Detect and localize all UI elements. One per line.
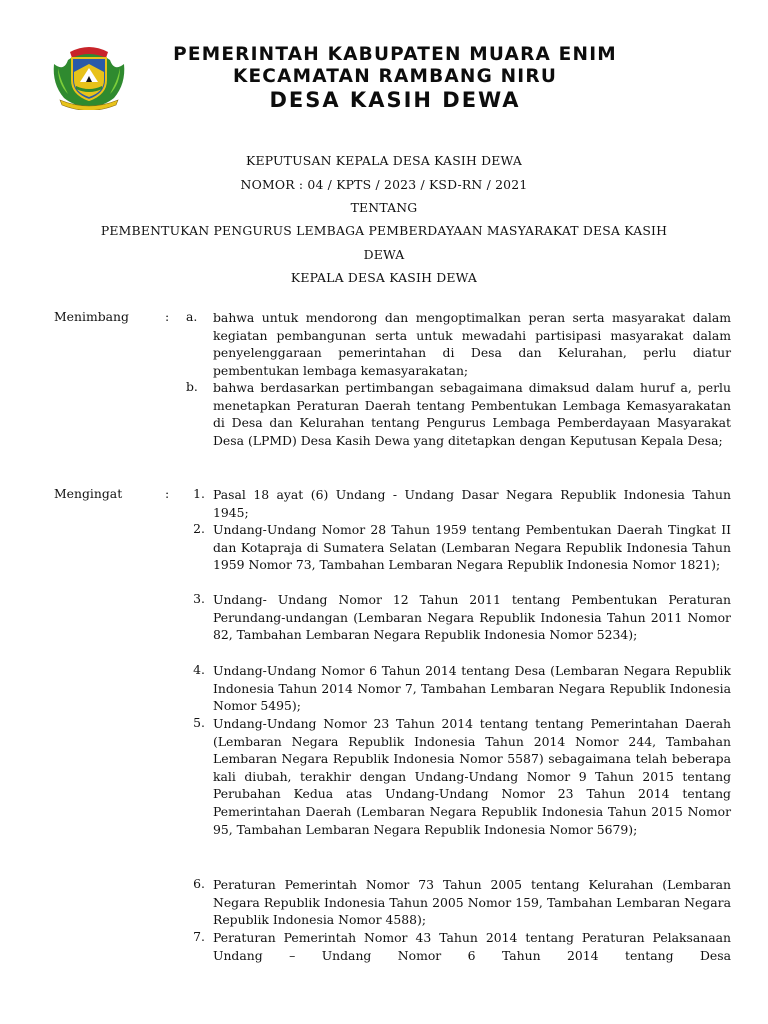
list-marker: 3.	[193, 591, 205, 606]
section-colon: :	[165, 486, 170, 501]
list-item: Undang-Undang Nomor 6 Tahun 2014 tentang Desa (Lembaran Negara Republik Indonesia Tahun 2014 Nomor 7, Tambahan Lembaran Negara Republik Indonesia Nomor 5495);	[213, 663, 731, 714]
decree-subject-line-1: PEMBENTUKAN PENGURUS LEMBAGA PEMBERDAYAAN MASYARAKAT DESA KASIH	[100, 223, 668, 238]
list-item: Undang-Undang Nomor 28 Tahun 1959 tentang Pembentukan Daerah Tingkat II dan Kotapraja di Sumatera Selatan (Lembaran Negara Republik Indonesia Tahun 1959 Nomor 73, Tambahan Lembaran Negara Republik Indonesia Nomor 1821);	[213, 522, 731, 573]
regency-emblem-logo	[50, 42, 128, 110]
letterhead	[130, 44, 660, 112]
list-item: Undang- Undang Nomor 12 Tahun 2011 tentang Pembentukan Peraturan Perundang-undangan (Lembaran Negara Republik Indonesia Tahun 2011 Nomor 82, Tambahan Lembaran Negara Republik Indonesia Nomor 5234);	[213, 592, 731, 643]
list-marker: 4.	[193, 662, 205, 677]
list-marker: 6.	[193, 876, 205, 891]
list-item: bahwa untuk mendorong dan mengoptimalkan peran serta masyarakat dalam kegiatan pembangunan serta untuk mewadahi partisipasi masyarakat dalam penyelenggaraan pemerintahan di Desa dan Kelurahan, perlu diatur pembentukan lembaga kemasyarakatan;	[213, 310, 731, 378]
list-marker: 2.	[193, 521, 205, 536]
list-item: Undang-Undang Nomor 23 Tahun 2014 tentang tentang Pemerintahan Daerah (Lembaran Negara Republik Indonesia Tahun 2014 Nomor 244, Tambahan Lembaran Negara Republik Indonesia Nomor 5587) sebagaimana telah beberapa kali diubah, terakhir dengan Undang-Undang Nomor 9 Tahun 2015 tentang Perubahan Kedua atas Undang-Undang Nomor 23 Tahun 2014 tentang Pemerintahan Daerah (Lembaran Negara Republik Indonesia Tahun 2015 Nomor 95, Tambahan Lembaran Negara Republik Indonesia Nomor 5679);	[213, 716, 731, 837]
section-label-mengingat: Mengingat	[54, 486, 123, 501]
letterhead-government: PEMERINTAH KABUPATEN MUARA ENIM	[173, 44, 617, 65]
list-marker: 5.	[193, 715, 205, 730]
section-label-menimbang: Menimbang	[54, 309, 129, 324]
decree-subject-line-2: DEWA	[363, 247, 405, 262]
list-item: Peraturan Pemerintah Nomor 73 Tahun 2005 tentang Kelurahan (Lembaran Negara Republik Indonesia Tahun 2005 Nomor 159, Tambahan Lembaran Negara Republik Indonesia Nomor 4588);	[213, 877, 731, 928]
list-item: Peraturan Pemerintah Nomor 43 Tahun 2014 tentang Peraturan Pelaksanaan Undang – Undang Nomor 6 Tahun 2014 tentang Desa	[213, 930, 731, 963]
list-marker: 1.	[193, 486, 205, 501]
letterhead-village: DESA KASIH DEWA	[269, 88, 521, 112]
list-item: Pasal 18 ayat (6) Undang - Undang Dasar Negara Republik Indonesia Tahun 1945;	[213, 487, 731, 520]
list-marker: 7.	[193, 929, 205, 944]
list-marker: b.	[186, 379, 198, 394]
list-item: bahwa berdasarkan pertimbangan sebagaimana dimaksud dalam huruf a, perlu menetapkan Peraturan Daerah tentang Pembentukan Lembaga Kemasyarakatan di Desa dan Kelurahan tentang Pengurus Lembaga Pemberdayaan Masyarakat Desa (LPMD) Desa Kasih Dewa yang ditetapkan dengan Keputusan Kepala Desa;	[213, 380, 731, 448]
decree-signer: KEPALA DESA KASIH DEWA	[290, 270, 478, 285]
letterhead-district: KECAMATAN RAMBANG NIRU	[232, 66, 558, 87]
section-colon: :	[165, 309, 170, 324]
decree-tentang: TENTANG	[350, 200, 418, 215]
decree-number: NOMOR : 04 / KPTS / 2023 / KSD-RN / 2021	[240, 177, 528, 192]
list-marker: a.	[186, 309, 198, 324]
decree-title: KEPUTUSAN KEPALA DESA KASIH DEWA	[246, 153, 522, 168]
